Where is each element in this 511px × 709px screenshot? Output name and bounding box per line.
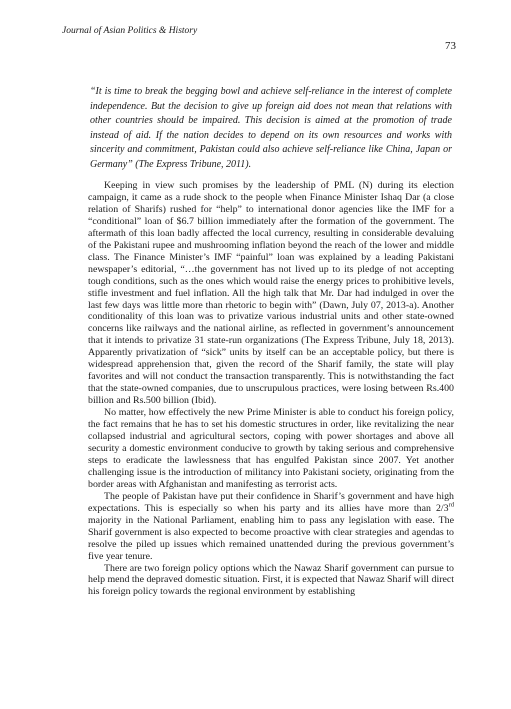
paragraph-1: Keeping in view such promises by the leadership of PML (N) during its election campaign, it came as a rude shock to the people when Finance Minister Ishaq Dar (a close relation of Sharifs) rushed for “help” to international donor agencies like the IMF for a “conditional” loan of $6.7 billion immediately after the formation of the government. The aftermath of this loan badly affected the local currency, resulting in considerable devaluing of the Pakistani rupee and mushrooming inflation beyond the reach of the lower and middle class. The Finance Minister’s IMF “painful” loan was explained by a leading Pakistani newspaper’s editorial, “…the government has not lived up to its pledge of not accepting tough conditions, such as the ones which would raise the energy prices to prohibitive levels, stifle investment and fuel inflation. All the high talk that Mr. Dar had indulged in over the last few days was little more than rhetoric to begin with” (Dawn, July 07, 2013-a). Another conditionality of this loan was to privatize various industrial units and other state-owned concerns like railways and the national airline, as reflected in government’s announcement that it intends to privatize 31 state-run organizations (The Express Tribune, July 18, 2013). Apparently privatization of “sick” units by itself can be an acceptable policy, but there is widespread apprehension that, given the record of the Sharif family, the state will play favorites and will not conduct the transaction transparently. This is notwithstanding the fact that the state-owned companies, due to unscrupulous practices, were losing between Rs.400 billion and Rs.500 billion (Ibid). [88, 180, 454, 407]
journal-title: Journal of Asian Politics & History [62, 26, 198, 36]
body-text [88, 180, 454, 598]
paragraph-3 [88, 491, 454, 563]
paragraph-3-before: The people of Pakistan have put their confidence in Sharif’s government and have high expectations. This is especially so when his party and its allies have more than 2/3 [88, 490, 454, 514]
paragraph-2: No matter, how effectively the new Prime Minister is able to conduct his foreign policy, the fact remains that he has to set his domestic structures in order, like revitalizing the near collapsed industrial and agricultural sectors, coping with power shortages and above all security a domestic environment conducive to growth by taking serious and comprehensive steps to eradicate the lawlessness that has engulfed Pakistan since 2007. Yet another challenging issue is the introduction of militancy into Pakistani society, originating from the border areas with Afghanistan and manifesting as terrorist acts. [88, 407, 454, 490]
page-number: 73 [445, 40, 456, 52]
block-quote: “It is time to break the begging bowl and achieve self-reliance in the interest of complete independence. But the decision to give up foreign aid does not mean that relations with other countries should be impaired. This decision is aimed at the promotion of trade instead of aid. If the nation decides to depend on its own resources and works with sincerity and commitment, Pakistan could also achieve self-reliance like China, Japan or Germany” (The Express Tribune, 2011). [90, 86, 452, 170]
ordinal-suffix: rd [448, 501, 454, 509]
paragraph-3-after: majority in the National Parliament, enabling him to pass any legislation with ease. The Sharif government is also expected to become proactive with clear strategies and agendas to resolve the piled up issues which remained unattended during the previous government’s five year tenure. [88, 514, 454, 562]
paragraph-4: There are two foreign policy options which the Nawaz Sharif government can pursue to help mend the depraved domestic situation. First, it is expected that Nawaz Sharif will direct his foreign policy towards the regional environment by establishing [88, 562, 454, 598]
